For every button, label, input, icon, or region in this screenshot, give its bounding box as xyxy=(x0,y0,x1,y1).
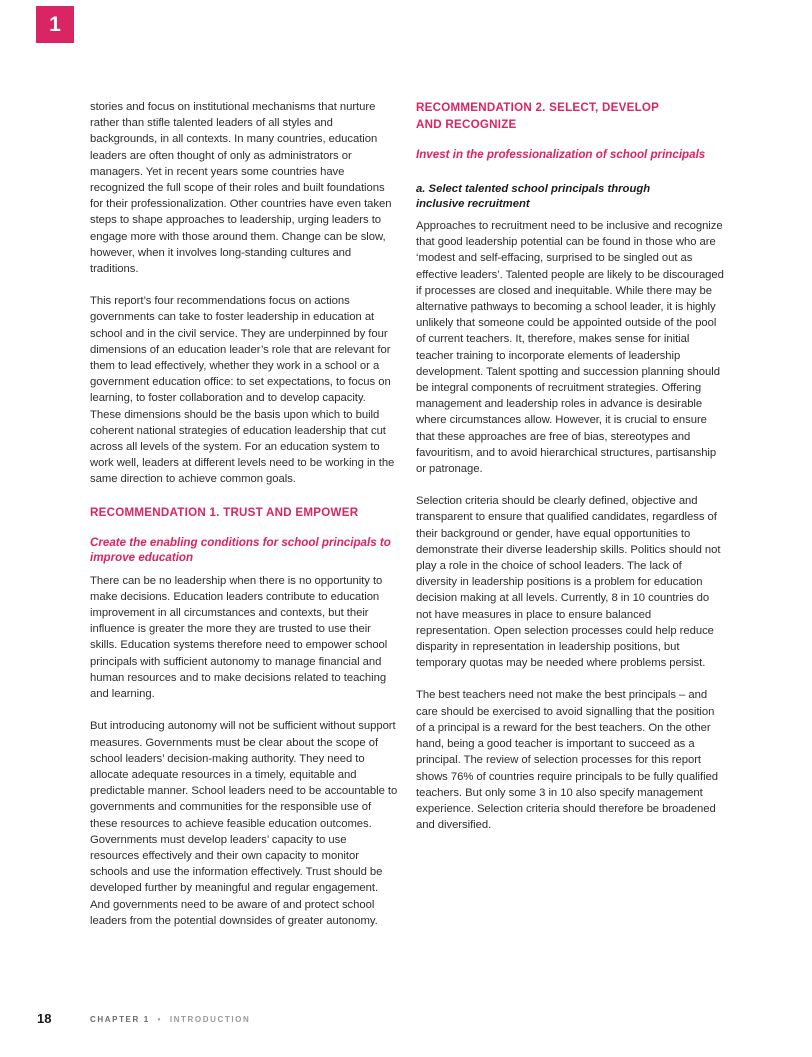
page-footer xyxy=(0,1011,812,1031)
recommendation-2-subheading: Invest in the professionalization of school principals xyxy=(416,148,706,161)
body-paragraph: Selection criteria should be clearly defined, objective and transparent to ensure that qualified candidates, regardless of their background or gender, have equal opportunities to demonstrate their diverse leadership skills. Politics should not play a role in the choice of school leaders. The lack of diversity in leadership positions is a problem for education decision making at all levels. Currently, 8 in 10 countries do not have measures in place to ensure balanced representation. Open selection processes could help reduce disparity in representation in leadership positions, but temporary quotas may be needed where problems persist. xyxy=(416,495,721,670)
footer-chapter-label: CHAPTER 1 xyxy=(90,1015,150,1024)
body-paragraph: Approaches to recruitment need to be inclusive and recognize that good leadership potential can be found in those who are ‘modest and self-effacing, surprised to be singled out as effective leaders’. Talented people are likely to be discouraged if processes are closed and inequitable. While there may be alternative pathways to becoming a school leader, it is highly unlikely that someone could be appointed outside of the pool of current teachers. It, therefore, makes sense for initial teacher training to incorporate elements of leadership development. Talent spotting and succession planning should be integral components of recruitment strategies. Offering management and leadership roles in advance is desirable where circumstances allow. However, it is crucial to ensure that these approaches are free of bias, stereotypes and favouritism, and to avoid hierarchical structures, partisanship or patronage. xyxy=(416,220,724,476)
left-column xyxy=(90,99,398,945)
footer-separator: • xyxy=(157,1015,162,1024)
body-paragraph: This report’s four recommendations focus on actions governments can take to foster leadership in education at school and in the civil service. They are underpinned by four dimensions of an education leader’s role that are relevant for them to lead effectively, whether they work in a school or a government education office: to set expectations, to focus on learning, to foster collaboration and to develop capacity. These dimensions should be the basis upon which to build coherent national strategies of education leadership that cut across all levels of the system. For an education system to work well, leaders at different levels need to be working in the same direction to achieve common goals. xyxy=(90,295,395,486)
chapter-number: 1 xyxy=(49,12,61,36)
page-content xyxy=(90,99,724,945)
body-paragraph: stories and focus on institutional mechanisms that nurture rather than stifle talented leaders of all styles and backgrounds, in all contexts. In many countries, education leaders are often thought of only as administrators or managers. Yet in recent years some countries have recognized the full scope of their roles and built foundations for their professionalization. Other countries have even taken steps to shape approaches to leadership, urging leaders to engage more with those around them. Change can be slow, however, when it involves long-standing cultures and traditions. xyxy=(90,101,392,276)
recommendation-1-heading: RECOMMENDATION 1. TRUST AND EMPOWER xyxy=(90,505,359,519)
footer-section-label: INTRODUCTION xyxy=(169,1015,251,1024)
body-paragraph: But introducing autonomy will not be sufficient without support measures. Governments must be clear about the scope of school leaders’ decision-making authority. They need to allocate adequate resources in a timely, equitable and predictable manner. School leaders need to be accountable to governments and communities for the responsible use of these resources to achieve feasible education outcomes. Governments must develop leaders’ capacity to use resources effectively and their own capacity to monitor schools and use the information effectively. Trust should be developed further by meaningful and regular engagement. And governments need to be aware of and protect school leaders from the potential downsides of greater autonomy. xyxy=(90,720,398,927)
body-paragraph: There can be no leadership when there is no opportunity to make decisions. Education leaders contribute to education improvement in all circumstances and contexts, but their influence is greater the more they are trusted to use their skills. Education systems therefore need to empower school principals with sufficient autonomy to manage financial and human resources and to make decisions related to teaching and learning. xyxy=(90,574,388,701)
chapter-number-badge xyxy=(36,6,74,43)
right-column xyxy=(416,99,724,945)
recommendation-1-subheading: Create the enabling conditions for school principals to improve education xyxy=(90,535,391,564)
body-paragraph: The best teachers need not make the best principals – and care should be exercised to avoid signalling that the position of a principal is a reward for the best teachers. On the other hand, being a good teacher is important to succeed as a principal. The review of selection processes for this report shows 76% of countries require principals to be fully qualified teachers. But only some 3 in 10 also specify management experience. Selection criteria should therefore be broadened and diversified. xyxy=(416,689,719,832)
recommendation-2-heading: RECOMMENDATION 2. SELECT, DEVELOP AND RECOGNIZE xyxy=(416,101,659,131)
recommendation-2a-subheading: a. Select talented school principals through inclusive recruitment xyxy=(416,183,651,210)
footer-breadcrumb xyxy=(90,1015,250,1024)
page-number: 18 xyxy=(37,1011,52,1026)
